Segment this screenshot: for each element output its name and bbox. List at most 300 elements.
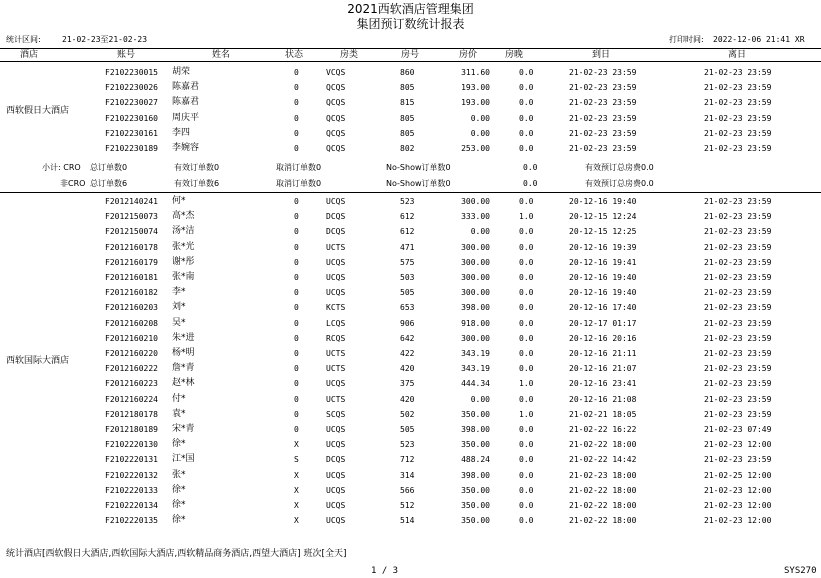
table-row <box>0 437 821 452</box>
col-account: 账号 <box>117 50 136 60</box>
arrival-date: 20-12-16 21:11 <box>569 349 637 358</box>
status: 0 <box>294 333 299 343</box>
table-row <box>0 209 821 224</box>
status: X <box>294 485 299 495</box>
table-row <box>0 270 821 285</box>
rate: 918.00 <box>461 318 490 328</box>
room-type: QCQS <box>326 83 346 93</box>
rate: 300.00 <box>461 197 490 206</box>
departure-date: 21-02-23 23:59 <box>704 83 772 93</box>
departure-date: 21-02-23 23:59 <box>704 128 772 138</box>
arrival-date: 21-02-22 18:00 <box>569 516 637 526</box>
table-row <box>0 361 821 376</box>
departure-date: 21-02-23 23:59 <box>704 379 772 389</box>
arrival-date: 20-12-17 01:17 <box>569 318 637 328</box>
nights: 0.0 <box>519 501 534 510</box>
rate: 300.00 <box>461 333 490 343</box>
guest-name: 徐* <box>172 484 186 495</box>
departure-date: 21-02-23 23:59 <box>704 227 772 237</box>
rate: 488.24 <box>461 455 490 465</box>
guest-name: 高*杰 <box>172 211 195 222</box>
rate: 0.00 <box>470 394 490 404</box>
rate: 311.60 <box>461 68 490 77</box>
room-type: UCQS <box>326 257 346 267</box>
room-no: 612 <box>400 212 415 222</box>
room-no: 575 <box>400 257 415 267</box>
account-no: F2102230161 <box>105 128 158 138</box>
departure-date: 21-02-23 23:59 <box>704 349 772 358</box>
summary-label: 非CRO <box>60 179 86 188</box>
guest-name: 汤*洁 <box>172 226 195 237</box>
account-no: F2102230189 <box>105 144 158 153</box>
rate: 343.19 <box>461 349 490 358</box>
table-row <box>0 194 821 209</box>
departure-date: 21-02-23 23:59 <box>704 197 772 206</box>
nights: 0.0 <box>519 333 534 343</box>
room-type: VCQS <box>326 68 346 77</box>
account-no: F2012160220 <box>105 349 158 358</box>
arrival-date: 21-02-22 18:00 <box>569 501 637 510</box>
room-no: 420 <box>400 364 415 374</box>
table-row <box>0 483 821 498</box>
range-label: 统计区间: <box>6 35 41 44</box>
summary-noshow: No-Show订单数0 <box>386 163 451 172</box>
status: 0 <box>294 349 299 358</box>
account-no: F2012160210 <box>105 333 158 343</box>
room-no: 653 <box>400 303 415 313</box>
room-no: 612 <box>400 227 415 237</box>
status: 0 <box>294 144 299 153</box>
departure-date: 21-02-25 12:00 <box>704 470 772 480</box>
print-label: 打印时间: <box>669 35 704 44</box>
status: X <box>294 516 299 526</box>
departure-date: 21-02-23 23:59 <box>704 273 772 282</box>
table-row <box>0 141 821 156</box>
room-type: UCQS <box>326 440 346 450</box>
nights: 0.0 <box>519 288 534 298</box>
nights: 0.0 <box>519 516 534 526</box>
arrival-date: 20-12-16 19:40 <box>569 197 637 206</box>
table-row <box>0 65 821 80</box>
rate: 300.00 <box>461 242 490 252</box>
arrival-date: 21-02-21 18:05 <box>569 409 637 419</box>
room-type: UCQS <box>326 379 346 389</box>
room-type: QCQS <box>326 144 346 153</box>
col-room-no: 房号 <box>401 50 420 60</box>
guest-name: 张*光 <box>172 241 195 252</box>
departure-date: 21-02-23 23:59 <box>704 394 772 404</box>
table-row <box>0 331 821 346</box>
account-no: F2012180178 <box>105 409 158 419</box>
account-no: F2102230027 <box>105 98 158 108</box>
room-type: KCTS <box>326 303 346 313</box>
summary-valid-fee: 有效预订总房费0.0 <box>585 163 654 172</box>
column-headers <box>0 49 821 61</box>
room-no: 422 <box>400 349 415 358</box>
room-type: UCQS <box>326 470 346 480</box>
col-name: 姓名 <box>212 50 231 60</box>
table-row <box>0 240 821 255</box>
summary-value: 0.0 <box>523 163 538 172</box>
status: 0 <box>294 364 299 374</box>
guest-name: 李* <box>172 287 186 298</box>
status: 0 <box>294 242 299 252</box>
departure-date: 21-02-23 23:59 <box>704 318 772 328</box>
arrival-date: 20-12-16 19:41 <box>569 257 637 267</box>
account-no: F2012150073 <box>105 212 158 222</box>
room-type: DCQS <box>326 455 346 465</box>
room-no: 420 <box>400 394 415 404</box>
rate: 398.00 <box>461 425 490 434</box>
departure-date: 21-02-23 23:59 <box>704 144 772 153</box>
account-no: F2102230160 <box>105 113 158 123</box>
room-no: 375 <box>400 379 415 389</box>
group-separator <box>0 192 821 193</box>
summary-value: 0.0 <box>523 179 538 188</box>
room-type: SCQS <box>326 409 346 419</box>
account-no: F2102220133 <box>105 485 158 495</box>
rate: 193.00 <box>461 98 490 108</box>
account-no: F2102220132 <box>105 470 158 480</box>
nights: 0.0 <box>519 98 534 108</box>
account-no: F2012160178 <box>105 242 158 252</box>
arrival-date: 20-12-15 12:25 <box>569 227 637 237</box>
col-hotel: 酒店 <box>20 50 39 60</box>
room-type: UCTS <box>326 242 346 252</box>
status: X <box>294 440 299 450</box>
room-no: 503 <box>400 273 415 282</box>
account-no: F2102230026 <box>105 83 158 93</box>
departure-date: 21-02-23 23:59 <box>704 242 772 252</box>
table-row <box>0 255 821 270</box>
room-no: 802 <box>400 144 415 153</box>
room-type: QCQS <box>326 113 346 123</box>
guest-name: 陈嘉君 <box>172 82 200 93</box>
print-value: 2022-12-06 21:41 XR <box>713 35 805 44</box>
nights: 0.0 <box>519 349 534 358</box>
account-no: F2102220131 <box>105 455 158 465</box>
rate: 0.00 <box>470 227 490 237</box>
arrival-date: 21-02-23 23:59 <box>569 128 637 138</box>
status: 0 <box>294 113 299 123</box>
col-status: 状态 <box>285 50 304 60</box>
arrival-date: 21-02-23 23:59 <box>569 83 637 93</box>
guest-name: 詹*青 <box>172 363 195 374</box>
header-bottom-rule <box>0 61 821 62</box>
status: 0 <box>294 98 299 108</box>
nights: 0.0 <box>519 455 534 465</box>
room-no: 523 <box>400 440 415 450</box>
room-type: QCQS <box>326 128 346 138</box>
account-no: F2012180189 <box>105 425 158 434</box>
rate: 350.00 <box>461 409 490 419</box>
rate: 300.00 <box>461 288 490 298</box>
guest-name: 付* <box>172 393 186 404</box>
guest-name: 赵*林 <box>172 378 195 389</box>
account-no: F2012160222 <box>105 364 158 374</box>
range-value: 21-02-23至21-02-23 <box>62 35 148 44</box>
nights: 0.0 <box>519 242 534 252</box>
room-type: LCQS <box>326 318 346 328</box>
status: 0 <box>294 128 299 138</box>
status: 0 <box>294 83 299 93</box>
room-type: UCQS <box>326 516 346 526</box>
account-no: F2102230015 <box>105 68 158 77</box>
summary-label: 小计: CRO <box>42 163 81 172</box>
guest-name: 朱*进 <box>172 332 195 343</box>
departure-date: 21-02-23 12:00 <box>704 485 772 495</box>
departure-date: 21-02-23 23:59 <box>704 303 772 313</box>
guest-name: 张*南 <box>172 272 195 282</box>
account-no: F2012160181 <box>105 273 158 282</box>
arrival-date: 21-02-23 23:59 <box>569 98 637 108</box>
account-no: F2012140241 <box>105 197 158 206</box>
status: X <box>294 501 299 510</box>
nights: 0.0 <box>519 128 534 138</box>
account-no: F2012150074 <box>105 227 158 237</box>
table-row <box>0 452 821 467</box>
table-row <box>0 95 821 110</box>
guest-name: 周庆平 <box>172 112 200 123</box>
guest-name: 杨*明 <box>172 348 195 358</box>
table-row <box>0 392 821 407</box>
account-no: F2102220135 <box>105 516 158 526</box>
nights: 0.0 <box>519 440 534 450</box>
rate: 444.34 <box>461 379 490 389</box>
room-type: DCQS <box>326 227 346 237</box>
guest-name: 谢*彤 <box>172 256 195 267</box>
page-number: 1 / 3 <box>371 566 399 576</box>
report-code: SYS270 <box>784 566 817 576</box>
nights: 0.0 <box>519 83 534 93</box>
guest-name: 徐* <box>172 439 186 450</box>
col-arrival: 到日 <box>592 50 611 60</box>
departure-date: 21-02-23 23:59 <box>704 364 772 374</box>
nights: 0.0 <box>519 197 534 206</box>
departure-date: 21-02-23 23:59 <box>704 288 772 298</box>
room-type: UCTS <box>326 394 346 404</box>
room-type: UCTS <box>326 364 346 374</box>
nights: 0.0 <box>519 113 534 123</box>
departure-date: 21-02-23 12:00 <box>704 440 772 450</box>
departure-date: 21-02-23 23:59 <box>704 455 772 465</box>
status: 0 <box>294 379 299 389</box>
status: 0 <box>294 273 299 282</box>
status: 0 <box>294 197 299 206</box>
departure-date: 21-02-23 12:00 <box>704 501 772 510</box>
summary-total: 总订单数0 <box>90 163 128 172</box>
room-no: 566 <box>400 485 415 495</box>
status: 0 <box>294 394 299 404</box>
account-no: F2012160203 <box>105 303 158 313</box>
report-title: 2021西软酒店管理集团 <box>347 2 474 16</box>
guest-name: 江*国 <box>172 454 195 465</box>
account-no: F2012160208 <box>105 318 158 328</box>
arrival-date: 20-12-15 12:24 <box>569 212 637 222</box>
guest-name: 宋*青 <box>172 424 195 434</box>
footer-note: 统计酒店[西软假日大酒店,西软国际大酒店,西软精品商务酒店,西望大酒店] 班次[全天] <box>6 549 347 559</box>
table-row <box>0 513 821 528</box>
table-row <box>0 376 821 391</box>
arrival-date: 20-12-16 21:07 <box>569 364 637 374</box>
nights: 0.0 <box>519 144 534 153</box>
report-subtitle: 集团预订数统计报表 <box>356 17 465 31</box>
guest-name: 李婉容 <box>172 143 200 153</box>
table-row <box>0 316 821 331</box>
status: S <box>294 455 299 465</box>
arrival-date: 20-12-16 23:41 <box>569 379 637 389</box>
status: 0 <box>294 257 299 267</box>
status: 0 <box>294 227 299 237</box>
arrival-date: 21-02-22 14:42 <box>569 455 637 465</box>
status: 0 <box>294 288 299 298</box>
room-no: 471 <box>400 242 415 252</box>
room-no: 805 <box>400 83 415 93</box>
arrival-date: 21-02-22 18:00 <box>569 440 637 450</box>
room-type: QCQS <box>326 98 346 108</box>
table-row <box>0 300 821 315</box>
nights: 0.0 <box>519 257 534 267</box>
arrival-date: 21-02-22 18:00 <box>569 485 637 495</box>
nights: 0.0 <box>519 470 534 480</box>
nights: 0.0 <box>519 303 534 313</box>
nights: 0.0 <box>519 425 534 434</box>
room-no: 805 <box>400 113 415 123</box>
rate: 350.00 <box>461 516 490 526</box>
summary-cancel: 取消订单数0 <box>276 179 322 188</box>
departure-date: 21-02-23 23:59 <box>704 257 772 267</box>
nights: 0.0 <box>519 318 534 328</box>
rate: 333.00 <box>461 212 490 222</box>
nights: 0.0 <box>519 68 534 77</box>
account-no: F2012160179 <box>105 257 158 267</box>
room-type: UCQS <box>326 425 346 434</box>
status: 0 <box>294 303 299 313</box>
table-row <box>0 224 821 239</box>
room-no: 712 <box>400 455 415 465</box>
status: 0 <box>294 318 299 328</box>
status: 0 <box>294 409 299 419</box>
rate: 300.00 <box>461 257 490 267</box>
room-no: 906 <box>400 318 415 328</box>
room-no: 314 <box>400 470 415 480</box>
room-no: 523 <box>400 197 415 206</box>
rate: 398.00 <box>461 303 490 313</box>
arrival-date: 20-12-16 20:16 <box>569 333 637 343</box>
hotel-name: 西软国际大酒店 <box>6 356 70 367</box>
departure-date: 21-02-23 23:59 <box>704 113 772 123</box>
rate: 350.00 <box>461 485 490 495</box>
guest-name: 张* <box>172 469 186 480</box>
room-type: UCQS <box>326 485 346 495</box>
arrival-date: 21-02-23 23:59 <box>569 144 637 153</box>
arrival-date: 21-02-23 23:59 <box>569 113 637 123</box>
rate: 253.00 <box>461 144 490 153</box>
rate: 0.00 <box>470 113 490 123</box>
room-no: 514 <box>400 516 415 526</box>
rate: 0.00 <box>470 128 490 138</box>
arrival-date: 20-12-16 19:40 <box>569 288 637 298</box>
room-type: RCQS <box>326 333 346 343</box>
room-no: 502 <box>400 409 415 419</box>
rate: 193.00 <box>461 83 490 93</box>
room-no: 805 <box>400 128 415 138</box>
room-type: UCQS <box>326 273 346 282</box>
table-row <box>0 346 821 361</box>
nights: 0.0 <box>519 273 534 282</box>
rate: 343.19 <box>461 364 490 374</box>
hotel-name: 西软假日大酒店 <box>6 105 70 116</box>
guest-name: 李四 <box>172 127 191 138</box>
guest-name: 陈嘉君 <box>172 97 200 108</box>
guest-name: 徐* <box>172 500 186 510</box>
col-room-type: 房类 <box>340 50 359 60</box>
rate: 350.00 <box>461 501 490 510</box>
arrival-date: 20-12-16 21:08 <box>569 394 637 404</box>
nights: 0.0 <box>519 394 534 404</box>
room-type: DCQS <box>326 212 346 222</box>
status: 0 <box>294 425 299 434</box>
guest-name: 刘* <box>172 302 186 313</box>
col-departure: 离日 <box>728 50 747 60</box>
status: 0 <box>294 212 299 222</box>
nights: 0.0 <box>519 485 534 495</box>
departure-date: 21-02-23 23:59 <box>704 98 772 108</box>
summary-valid-fee: 有效预订总房费0.0 <box>585 179 654 188</box>
room-type: UCQS <box>326 288 346 298</box>
rate: 350.00 <box>461 440 490 450</box>
table-row <box>0 422 821 437</box>
departure-date: 21-02-23 23:59 <box>704 409 772 419</box>
arrival-date: 21-02-22 16:22 <box>569 425 637 434</box>
nights: 1.0 <box>519 409 534 419</box>
room-type: UCQS <box>326 501 346 510</box>
summary-cancel: 取消订单数0 <box>276 163 322 172</box>
table-row <box>0 468 821 483</box>
departure-date: 21-02-23 23:59 <box>704 68 772 77</box>
room-no: 860 <box>400 68 415 77</box>
room-no: 505 <box>400 425 415 434</box>
status: X <box>294 470 299 480</box>
summary-total: 总订单数6 <box>90 179 128 188</box>
summary-noshow: No-Show订单数0 <box>386 179 451 188</box>
nights: 0.0 <box>519 227 534 237</box>
room-no: 512 <box>400 501 415 510</box>
guest-name: 吴* <box>172 317 186 328</box>
table-row <box>0 80 821 95</box>
account-no: F2102220134 <box>105 501 158 510</box>
col-nights: 房晚 <box>505 50 524 60</box>
arrival-date: 21-02-23 23:59 <box>569 68 637 77</box>
nights: 1.0 <box>519 212 534 222</box>
status: 0 <box>294 68 299 77</box>
arrival-date: 20-12-16 19:39 <box>569 242 637 252</box>
guest-name: 何* <box>172 196 186 206</box>
summary-valid: 有效订单数6 <box>174 179 220 188</box>
rate: 398.00 <box>461 470 490 480</box>
table-row <box>0 111 821 126</box>
room-type: UCQS <box>326 197 346 206</box>
col-rate: 房价 <box>459 50 478 60</box>
guest-name: 袁* <box>172 408 186 419</box>
table-row <box>0 285 821 300</box>
room-no: 642 <box>400 333 415 343</box>
table-row <box>0 407 821 422</box>
table-row <box>0 498 821 513</box>
summary-non-cro <box>0 178 821 189</box>
rate: 300.00 <box>461 273 490 282</box>
arrival-date: 20-12-16 19:40 <box>569 273 637 282</box>
